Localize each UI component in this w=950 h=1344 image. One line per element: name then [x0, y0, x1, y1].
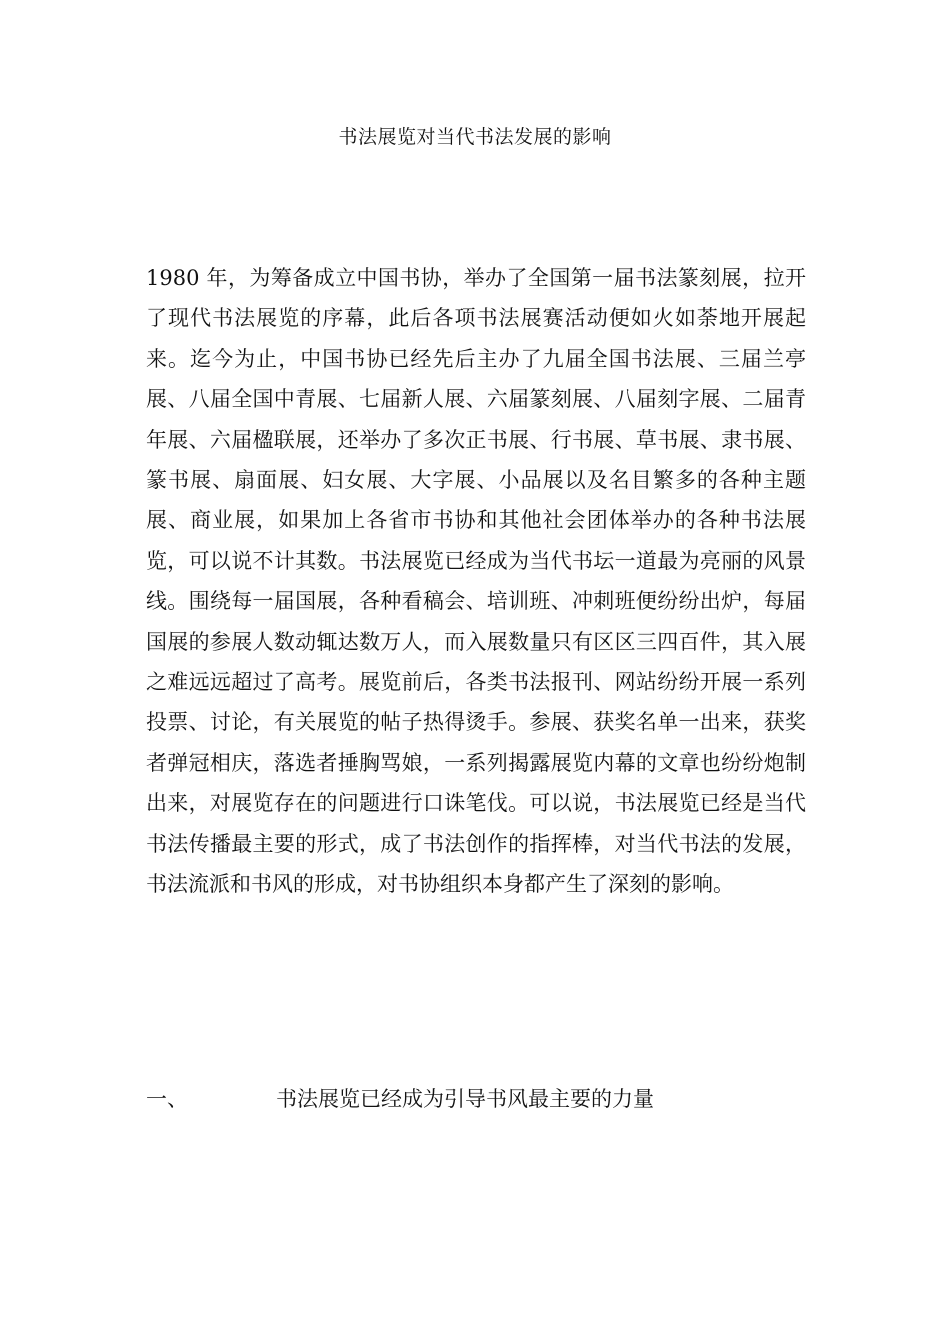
section-heading [146, 1084, 806, 1114]
section-heading-text: 书法展览已经成为引导书风最主要的力量 [276, 1087, 654, 1111]
body-paragraph: 1980 年，为筹备成立中国书协，举办了全国第一届书法篆刻展，拉开了现代书法展览的序幕，此后各项书法展赛活动便如火如荼地开展起来。迄今为止，中国书协已经先后主办了九届全国书法展、三届兰亭展、八届全国中青展、七届新人展、六届篆刻展、八届刻字展、二届青年展、六届楹联展，还举办了多次正书展、行书展、草书展、隶书展、篆书展、扇面展、妇女展、大字展、小品展以及名目繁多的各种主题展、商业展，如果加上各省市书协和其他社会团体举办的各种书法展览，可以说不计其数。书法展览已经成为当代书坛一道最为亮丽的风景线。围绕每一届国展，各种看稿会、培训班、冲刺班便纷纷出炉，每届国展的参展人数动辄达数万人，而入展数量只有区区三四百件，其入展之难远远超过了高考。展览前后，各类书法报刊、网站纷纷开展一系列投票、讨论，有关展览的帖子热得烫手。参展、获奖名单一出来，获奖者弹冠相庆，落选者捶胸骂娘，一系列揭露展览内幕的文章也纷纷炮制出来，对展览存在的问题进行口诛笔伐。可以说，书法展览已经是当代书法传播最主要的形式，成了书法创作的指挥棒，对当代书法的发展，书法流派和书风的形成，对书协组织本身都产生了深刻的影响。 [146, 266, 806, 897]
document-title: 书法展览对当代书法发展的影响 [338, 126, 612, 148]
section-number: 一、 [146, 1087, 188, 1111]
